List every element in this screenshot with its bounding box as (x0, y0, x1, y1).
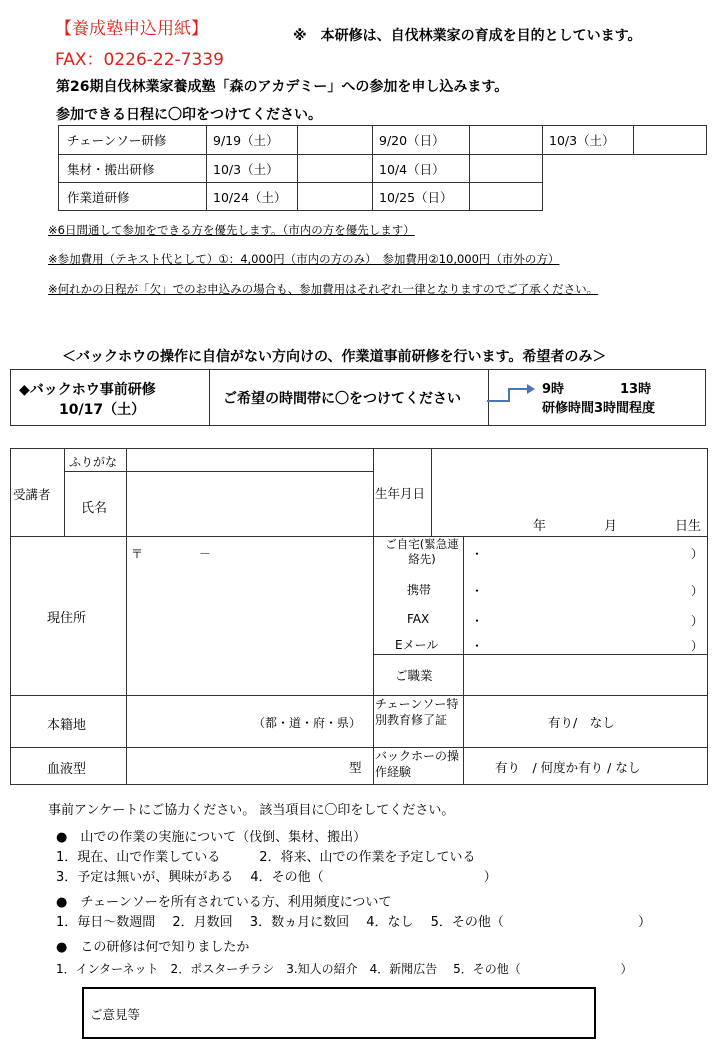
prelim-date: 10/17（土） (59, 402, 146, 418)
mark-cell[interactable] (298, 126, 373, 155)
chainsaw-cert-label: チェーンソー特別教育修了証 (375, 697, 459, 727)
purpose-note: ※ 本研修は、自伐林業家の育成を目的としています。 (293, 28, 642, 44)
time-option-9[interactable]: 9時 (542, 382, 565, 397)
chainsaw-cert-options[interactable]: 有り/ なし (548, 715, 615, 730)
furigana-label: ふりがな (69, 455, 118, 469)
paren-close: ） (691, 547, 704, 561)
dot-marker: ・ (471, 584, 484, 598)
paren-close: ） (691, 614, 704, 628)
home-phone-label: ご自宅(緊急連絡先) (385, 537, 459, 566)
mark-cell[interactable] (298, 155, 373, 183)
mark-cell[interactable] (298, 183, 373, 211)
date-cell: 10/4（日） (373, 155, 470, 183)
survey-q2-options[interactable]: 1．毎日～数週間 2．月数回 3．数ヵ月に数回 4．なし 5．その他（ ） (56, 915, 652, 930)
application-statement: 第26期自伐林業家養成塾「森のアカデミー」への参加を申し込みます。 (56, 79, 509, 95)
course-hauling: 集材・搬出研修 (59, 155, 207, 183)
prefecture-suffix: （都・道・府・県） (253, 716, 362, 730)
postal-mark: 〒 (131, 547, 144, 561)
survey-q3-options[interactable]: 1．インターネット 2．ポスターチラシ 3.知人の紹介 4．新聞広告 5．その他（ ） (56, 962, 633, 976)
note-priority: ※6日間通して参加をできる方を優先します。（市内の方を優先します） (48, 223, 415, 237)
prelim-heading: ＜バックホウの操作に自信がない方向けの、作業道事前研修を行います。希望者のみ＞ (62, 349, 607, 365)
schedule-table (58, 125, 707, 211)
dot-marker: ・ (471, 639, 484, 653)
occupation-field[interactable] (469, 659, 701, 691)
dot-marker: ・ (471, 614, 484, 628)
mark-cell[interactable] (470, 183, 543, 211)
time-option-13[interactable]: 13時 (620, 382, 652, 397)
paren-close: ） (691, 639, 704, 653)
date-cell: 10/25（日） (373, 183, 470, 211)
schedule-instruction: 参加できる日程に〇印をつけてください。 (56, 107, 322, 123)
registration-form (10, 448, 708, 785)
mark-cell[interactable] (470, 126, 543, 155)
blood-type-suffix: 型 (349, 760, 362, 775)
date-cell: 10/3（土） (207, 155, 298, 183)
date-cell: 9/19（土） (207, 126, 298, 155)
name-field[interactable] (133, 477, 369, 531)
birth-year-label: 年 (533, 519, 547, 534)
survey-q1-options-b[interactable]: 3．予定は無いが、興味がある 4．その他（ ） (56, 870, 497, 885)
blood-type-label: 血液型 (47, 762, 87, 777)
comments-box[interactable] (82, 987, 596, 1039)
date-cell: 10/24（土） (207, 183, 298, 211)
backhoe-exp-options[interactable]: 有り / 何度か有り / なし (495, 760, 641, 775)
prelim-name: ◆バックホウ事前研修 (19, 382, 156, 398)
name-label: 氏名 (81, 501, 108, 516)
occupation-label: ご職業 (395, 668, 433, 683)
survey-q1-options-a[interactable]: 1．現在、山で作業している 2．将来、山での作業を予定している (56, 850, 476, 865)
survey-q1: ● 山での作業の実施について（伐倒、集材、搬出） (56, 830, 367, 845)
note-fee: ※参加費用（テキスト代として）①：4,000円（市内の方のみ） 参加費用②10,000円（市外の方） (48, 252, 560, 266)
furigana-field[interactable] (133, 452, 369, 469)
mobile-label: 携帯 (407, 583, 432, 597)
date-cell: 9/20（日） (373, 126, 470, 155)
address-label: 現住所 (47, 611, 87, 626)
email-label: Eメール (395, 638, 439, 652)
paren-close: ） (691, 584, 704, 598)
contact-fields[interactable] (481, 543, 686, 651)
address-field[interactable] (131, 561, 367, 691)
birth-day-label: 日生 (675, 519, 702, 534)
course-road: 作業道研修 (59, 183, 207, 211)
fax-number: FAX：0226-22-7339 (55, 50, 224, 70)
prelim-box (10, 369, 706, 426)
arrow-right-icon (487, 381, 537, 407)
trainee-label: 受講者 (13, 487, 51, 502)
survey-q2: ● チェーンソーを所有されている方、利用頻度について (56, 895, 392, 910)
mark-cell[interactable] (470, 155, 543, 183)
blood-type-field[interactable] (131, 752, 341, 778)
date-cell: 10/3（土） (543, 126, 634, 155)
domicile-field[interactable] (131, 701, 251, 741)
survey-intro: 事前アンケートにご協力ください。 該当項目に〇印をしてください。 (48, 803, 455, 818)
fax-label: FAX (407, 612, 430, 626)
postal-dash: － (199, 547, 212, 561)
survey-q3: ● この研修は何で知りましたか (56, 940, 250, 955)
prelim-duration: 研修時間3時間程度 (542, 401, 656, 416)
backhoe-exp-label: バックホーの操作経験 (375, 749, 460, 779)
form-title: 【養成塾申込用紙】 (55, 19, 208, 39)
note-absence: ※何れかの日程が「欠」でのお申込みの場合も、参加費用はそれぞれ一律となりますのでご了承ください。 (48, 282, 599, 296)
prelim-instruction: ご希望の時間帯に〇をつけてください (223, 391, 461, 407)
birth-month-label: 月 (604, 519, 618, 534)
comments-label: ご意見等 (90, 1007, 141, 1022)
domicile-label: 本籍地 (47, 718, 87, 733)
course-chainsaw: チェーンソー研修 (59, 126, 207, 155)
birthdate-label: 生年月日 (375, 486, 426, 501)
dot-marker: ・ (471, 547, 484, 561)
mark-cell[interactable] (634, 126, 707, 155)
